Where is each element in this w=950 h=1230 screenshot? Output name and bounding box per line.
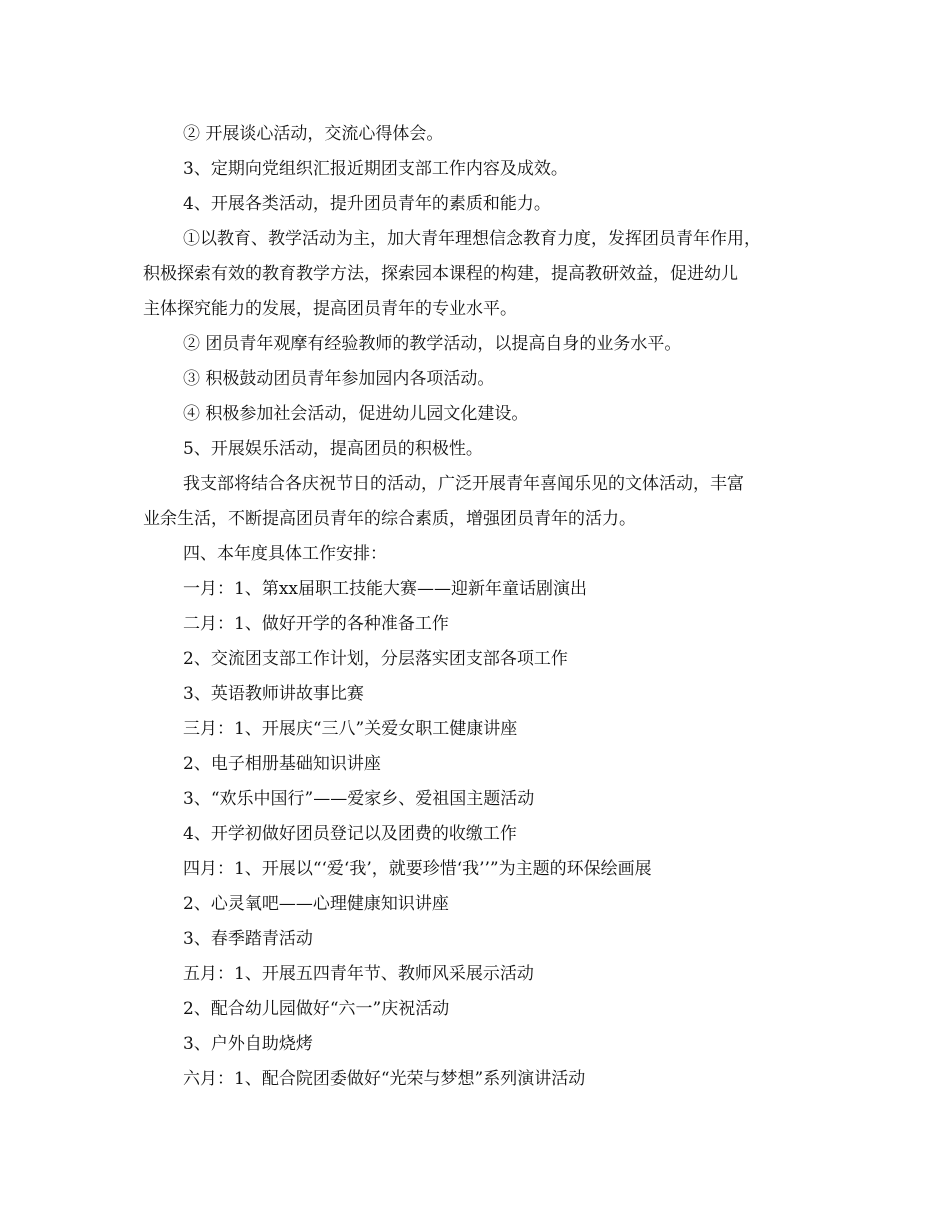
schedule-item: 3、英语教师讲故事比赛: [183, 684, 364, 704]
schedule-item: 四月：1、开展以“‘爱‘我’，就要珍惜‘我’’”为主题的环保绘画展: [183, 859, 652, 879]
paragraph-line: 3、定期向党组织汇报近期团支部工作内容及成效。: [183, 159, 568, 179]
paragraph-line: ② 开展谈心活动，交流心得体会。: [183, 124, 444, 144]
schedule-item: 一月：1、第xx届职工技能大赛——迎新年童话剧演出: [183, 579, 587, 599]
paragraph-line: ①以教育、教学活动为主，加大青年理想信念教育力度，发挥团员青年作用，: [183, 229, 761, 249]
paragraph-line: 积极探索有效的教育教学方法，探索园本课程的构建，提高教研效益，促进幼儿: [143, 264, 738, 284]
schedule-item: 4、开学初做好团员登记以及团费的收缴工作: [183, 824, 517, 844]
schedule-item: 3、“欢乐中国行”——爱家乡、爱祖国主题活动: [183, 789, 535, 809]
schedule-item: 2、配合幼儿园做好“六一”庆祝活动: [183, 999, 450, 1019]
schedule-item: 2、心灵氧吧——心理健康知识讲座: [183, 894, 449, 914]
document-body: [143, 117, 813, 1097]
schedule-item: 2、交流团支部工作计划，分层落实团支部各项工作: [183, 649, 568, 669]
schedule-item: 3、春季踏青活动: [183, 929, 313, 949]
schedule-item: 3、户外自助烧烤: [183, 1034, 313, 1054]
section-heading: 四、本年度具体工作安排：: [183, 544, 387, 564]
paragraph-line: ③ 积极鼓动团员青年参加园内各项活动。: [183, 369, 495, 389]
paragraph-line: ④ 积极参加社会活动，促进幼儿园文化建设。: [183, 404, 529, 424]
paragraph-line: 4、开展各类活动，提升团员青年的素质和能力。: [183, 194, 551, 214]
paragraph-line: 业余生活，不断提高团员青年的综合素质，增强团员青年的活力。: [143, 509, 636, 529]
schedule-item: 六月：1、配合院团委做好“光荣与梦想”系列演讲活动: [183, 1069, 586, 1089]
schedule-item: 三月：1、开展庆“三八”关爱女职工健康讲座: [183, 719, 518, 739]
schedule-item: 2、电子相册基础知识讲座: [183, 754, 381, 774]
schedule-item: 二月：1、做好开学的各种准备工作: [183, 614, 449, 634]
schedule-item: 五月：1、开展五四青年节、教师风采展示活动: [183, 964, 534, 984]
paragraph-line: 我支部将结合各庆祝节日的活动，广泛开展青年喜闻乐见的文体活动，丰富: [183, 474, 744, 494]
paragraph-line: ② 团员青年观摩有经验教师的教学活动，以提高自身的业务水平。: [183, 334, 682, 354]
paragraph-line: 5、开展娱乐活动，提高团员的积极性。: [183, 439, 483, 459]
paragraph-line: 主体探究能力的发展，提高团员青年的专业水平。: [143, 299, 517, 319]
